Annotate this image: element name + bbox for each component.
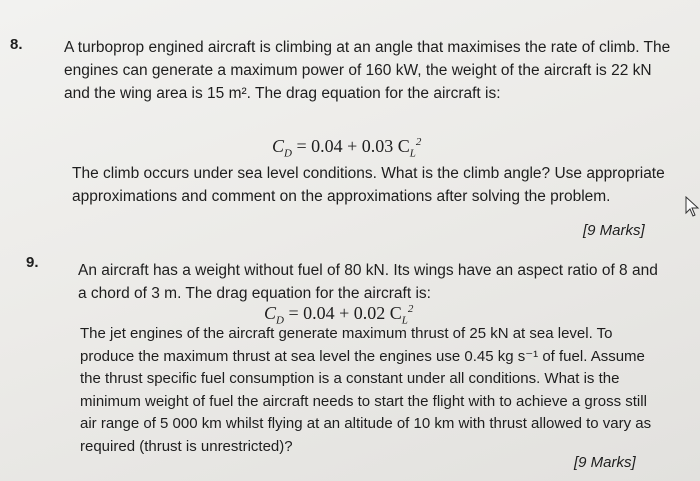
mouse-cursor-icon xyxy=(684,196,700,218)
question-9-number: 9. xyxy=(26,254,39,271)
question-9-marks: [9 Marks] xyxy=(574,454,636,471)
question-9-intro: An aircraft has a weight without fuel of 80 kN. Its wings have an aspect ratio of 8 and a chord of 3 m. The drag equation for the aircraft is: xyxy=(78,262,658,302)
question-8-drag-equation: $C_D = 0.04 + 0.03$ $C_L^2$ xyxy=(272,136,422,160)
question-8-marks: [9 Marks] xyxy=(583,222,645,239)
question-9-drag-equation: $C_D = 0.04 + 0.02$ $C_L^2$ xyxy=(264,303,414,327)
question-9-body: The jet engines of the aircraft generate maximum thrust of 25 kN at sea level. To produce the maximum thrust at sea level the engines use 0.45 kg s⁻¹ of fuel. Assume the thrust specific fuel consumption is a constant under all conditions. What is the minimum weight of fuel the aircraft needs to start the flight with to achieve a gross still air range of 5 000 km whilst flying at an altitude of 10 km with thrust allowed to vary as required (thrust is unrestricted)? xyxy=(80,325,652,455)
question-8-number: 8. xyxy=(10,36,23,53)
question-8-body: The climb occurs under sea level conditions. What is the climb angle? Use appropriate approximations and comment on the approximations after solving the problem. xyxy=(72,165,665,205)
question-8-intro: A turboprop engined aircraft is climbing at an angle that maximises the rate of climb. The engines can generate a maximum power of 160 kW, the weight of the aircraft is 22 kN and the wing area is 15 m². The drag equation for the aircraft is: xyxy=(64,39,671,102)
